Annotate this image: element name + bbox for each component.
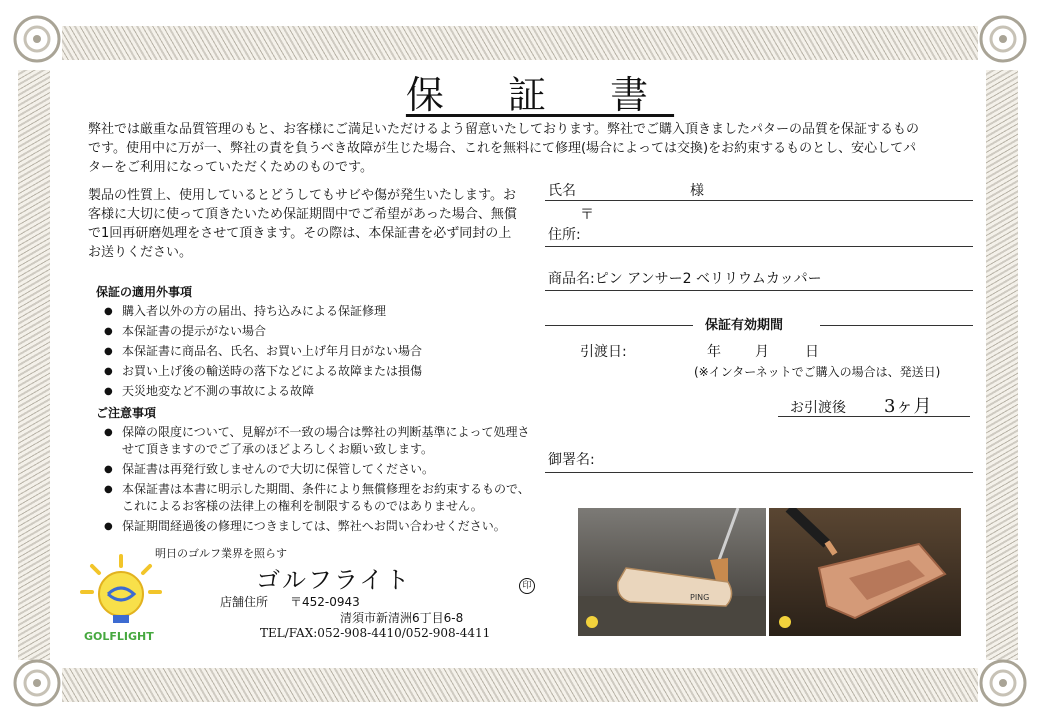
period-divider-right [820,325,973,326]
ping-logo: PING [690,593,710,602]
putter-left-icon [578,508,766,636]
delivery-label: 引渡日: [580,344,627,360]
company-postal: 〒452-0943 [290,595,360,609]
polish-paragraph: 製品の性質上、使用しているとどうしてもサビや傷が発生いたします。お客様に大切に使って頂きたいため保証期間中でご希望があった場合、無償で1回再研磨処理をさせて頂きます。その際は、本保証書を必ず同封の上お送りください。 [88,188,517,260]
list-item: ● 保障の限度について、見解が不一致の場合は弊社の判断基準によって処理させて頂きますのでご了承のほどよろしくお願い致します。 [96,424,532,458]
notes-section [96,404,532,538]
logo-text: GOLFLIGHT [84,630,154,643]
name-suffix: 様 [690,183,704,199]
list-item: ● 本保証書は本書に明示した期間、条件により無償修理をお約束するもので、これによるお客様の法律上の権利を制限するものではありません。 [96,481,532,515]
exclusions-heading: 保証の適用外事項 [96,285,193,299]
list-item: ● 購入者以外の方の届出、持ち込みによる保証修理 [96,303,526,320]
list-item: ● 本保証書の提示がない場合 [96,323,526,340]
list-item: ● 保証期間経過後の修理につきましては、弊社へお問い合わせください。 [96,518,532,535]
company-address: 清須市新清洲6丁目6-8 [340,611,464,625]
address-field[interactable] [545,246,973,247]
month-label: 月 [755,344,769,360]
product-field [545,290,973,291]
intro-text: 弊社では厳重な品質管理のもと、お客様にご満足いただけるよう留意いたしております。弊社でご購入頂きましたパターの品質を保証するものです。使用中に万が一、弊社の責を負うべき故障が生じた場合、これを無料にて修理(場合によっては交換)をお約束するものとし、安心してパターをご利用になっていただくためのものです。 [88,122,919,175]
exclusions-section [96,283,526,403]
corner-ornament-icon [8,10,66,68]
duration-underline [778,416,970,417]
period-heading: 保証有効期間 [705,318,784,333]
corner-ornament-icon [974,10,1032,68]
internet-note: (※インターネットでご購入の場合は、発送日) [694,365,941,379]
after-delivery-label: お引渡後 [790,400,846,416]
name-label: 氏名 [548,183,576,199]
company-name: ゴルフライト [256,566,412,594]
name-field[interactable] [545,200,973,201]
day-label: 日 [805,344,819,360]
notes-heading: ご注意事項 [96,406,157,420]
putter-photo-right [769,508,961,636]
border-top [62,26,978,60]
year-label: 年 [707,344,721,360]
notes-list [96,424,532,535]
list-item: ● お買い上げ後の輸送時の落下などによる故障または損傷 [96,363,526,380]
address-heading: 店舗住所 [220,595,269,609]
warranty-duration: 3ヶ月 [884,396,932,417]
golflight-logo [78,552,164,644]
signature-field[interactable] [545,472,973,473]
postal-mark: 〒 [580,207,594,223]
putter-photo-left [578,508,766,636]
company-stamp: 印 [519,578,535,594]
list-item: ● 本保証書に商品名、氏名、お買い上げ年月日がない場合 [96,343,526,360]
putter-right-icon [769,508,961,636]
list-item: ● 保証書は再発行致しませんので大切に保管してください。 [96,461,532,478]
company-tel: TEL/FAX:052-908-4410/052-908-4411 [260,626,491,640]
address-label: 住所: [548,227,581,243]
list-item: ● 天災地変など不測の事故による故障 [96,383,526,400]
border-left [18,70,50,660]
page-title: 保 証 書 [405,73,675,117]
company-tagline: 明日のゴルフ業界を照らす [155,547,287,560]
border-right [986,70,1018,660]
signature-label: 御署名: [548,452,595,468]
border-bottom [62,668,978,702]
exclusions-list [96,303,526,400]
product-name: 商品名:ピン アンサー2 ベリリウムカッパー [548,271,822,287]
period-divider-left [545,325,693,326]
corner-ornament-icon [974,654,1032,712]
corner-ornament-icon [8,654,66,712]
